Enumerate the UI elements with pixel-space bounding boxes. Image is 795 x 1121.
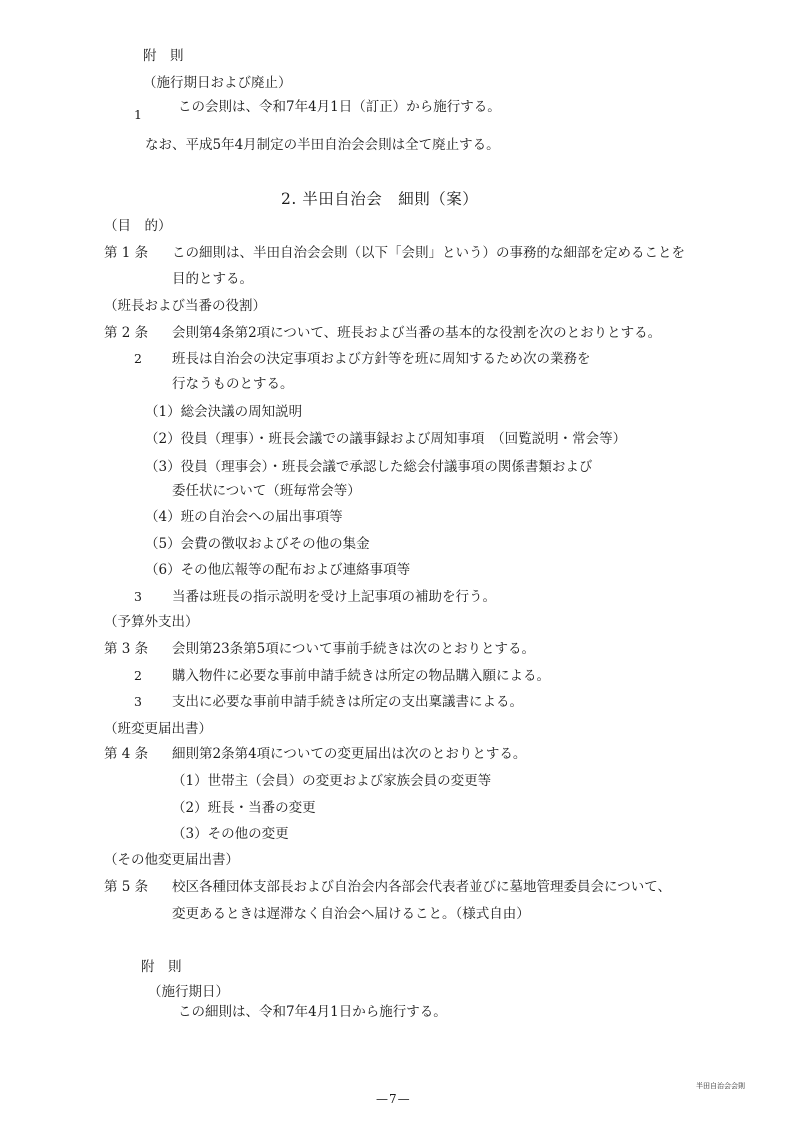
list-item: （5）会費の徴収およびその他の集金	[145, 536, 370, 552]
article-number: 第 1 条	[104, 245, 149, 261]
list-item: （3）役員（理事会）・班長会議で承認した総会付議事項の関係書類および	[145, 459, 593, 475]
article-text: 会則第4条第2項について、班長および当番の基本的な役割を次のとおりとする。	[172, 325, 662, 341]
section-heading: （その他変更届出書）	[104, 852, 239, 868]
paragraph-number: 3	[134, 694, 142, 709]
supplement-heading: 附 則	[141, 959, 182, 975]
article-number: 第 2 条	[104, 325, 149, 341]
article-text-continued: 目的とする。	[172, 271, 253, 287]
supplement-text: この細則は、令和7年4月1日から施行する。	[178, 1004, 447, 1020]
paragraph-number: 2	[134, 668, 142, 683]
paragraph-number: 1	[134, 107, 142, 122]
paragraph-number: 2	[134, 351, 142, 366]
supplement-heading: 附 則	[143, 48, 184, 64]
list-item: （1）総会決議の周知説明	[145, 404, 303, 420]
paragraph-text-continued: 行なうものとする。	[172, 376, 294, 392]
supplement-subheading: （施行期日）	[148, 984, 229, 1000]
footer-document-name: 半田自治会会則	[696, 1082, 745, 1090]
page-title: 2. 半田自治会 細則（案）	[281, 190, 479, 208]
section-heading: （班長および当番の役割）	[104, 298, 266, 314]
list-item: （3）その他の変更	[172, 826, 289, 842]
repeal-note: なお、平成5年4月制定の半田自治会会則は全て廃止する。	[145, 137, 500, 153]
list-item: （2）役員（理事）・班長会議での議事録および周知事項 （回覧説明・常会等）	[145, 431, 627, 447]
paragraph-text: 購入物件に必要な事前申請手続きは所定の物品購入願による。	[172, 668, 550, 684]
article-text: 会則第23条第5項について事前手続きは次のとおりとする。	[172, 641, 535, 657]
page-number: —7—	[376, 1092, 411, 1106]
paragraph-text: 支出に必要な事前申請手続きは所定の支出稟議書による。	[172, 694, 523, 710]
article-number: 第 5 条	[104, 879, 149, 895]
section-heading: （目 的）	[104, 218, 172, 234]
section-heading: （班変更届出書）	[104, 721, 212, 737]
paragraph-text: 班長は自治会の決定事項および方針等を班に周知するため次の業務を	[172, 351, 591, 367]
list-item: （6）その他広報等の配布および連絡事項等	[145, 562, 411, 578]
article-number: 第 3 条	[104, 641, 149, 657]
list-item: （1）世帯主（会員）の変更および家族会員の変更等	[172, 773, 492, 789]
article-text: 校区各種団体支部長および自治会内各部会代表者並びに墓地管理委員会について、	[172, 879, 671, 895]
article-text: 細則第2条第4項についての変更届出は次のとおりとする。	[172, 746, 527, 762]
list-item: （2）班長・当番の変更	[172, 800, 316, 816]
list-item-continued: 委任状について（班毎常会等）	[172, 483, 361, 499]
list-item: （4）班の自治会への届出事項等	[145, 509, 343, 525]
paragraph-text: 当番は班長の指示説明を受け上記事項の補助を行う。	[172, 589, 496, 605]
article-text: この細則は、半田自治会会則（以下「会則」という）の事務的な細部を定めることを	[172, 245, 685, 261]
article-text-continued: 変更あるときは遅滞なく自治会へ届けること。（様式自由）	[172, 906, 530, 922]
paragraph-number: 3	[134, 589, 142, 604]
article-number: 第 4 条	[104, 746, 149, 762]
section-heading: （予算外支出）	[104, 614, 199, 630]
supplement-text: この会則は、令和7年4月1日（訂正）から施行する。	[178, 99, 501, 115]
supplement-subheading: （施行期日および廃止）	[143, 75, 292, 91]
